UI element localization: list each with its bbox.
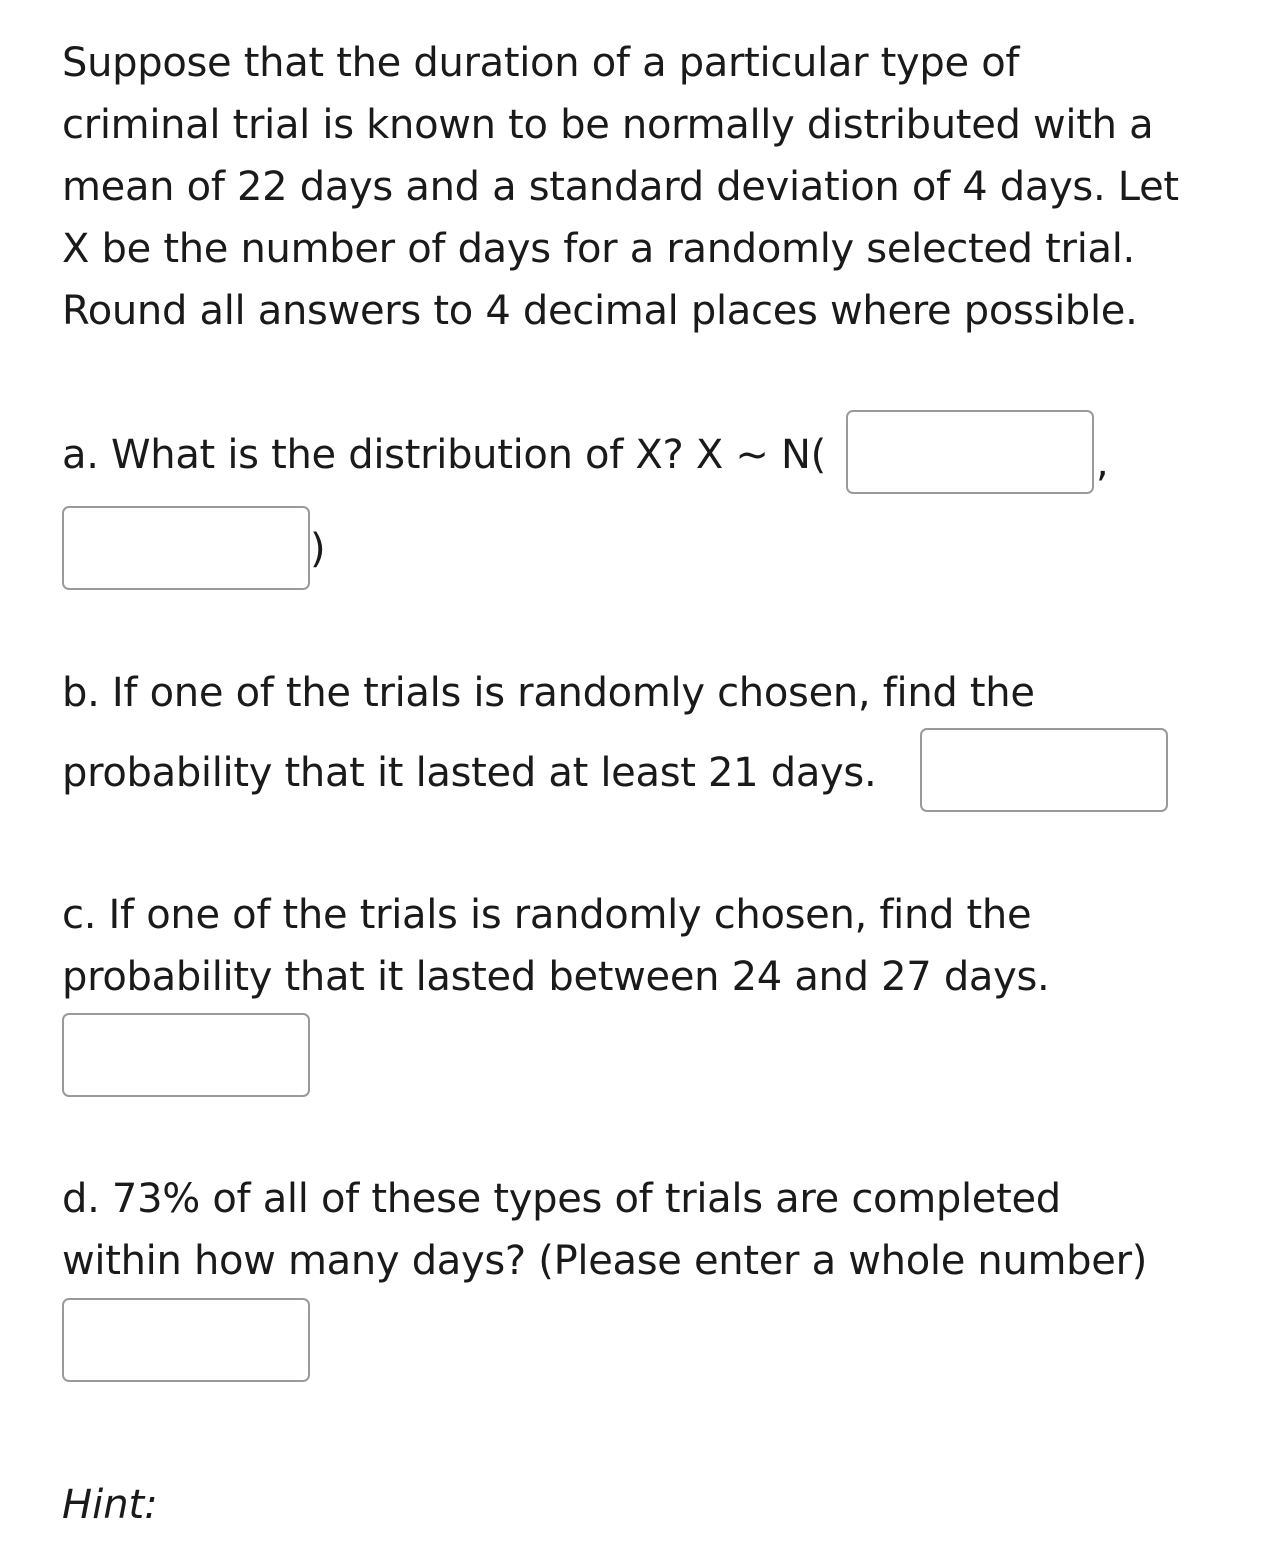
problem-line-4: X be the number of days for a randomly selected trial.: [62, 226, 1135, 272]
problem-line-3: mean of 22 days and a standard deviation of 4 days. Let: [62, 164, 1179, 210]
question-a-text: a. What is the distribution of X? X ~ N(: [62, 432, 826, 478]
question-b-line-2: probability that it lasted at least 21 days.: [62, 750, 877, 796]
hint-label[interactable]: Hint:: [62, 1482, 158, 1528]
question-b-line-1: b. If one of the trials is randomly chosen, find the: [62, 670, 1035, 716]
question-d-line-1: d. 73% of all of these types of trials are completed: [62, 1176, 1061, 1222]
question-a-closing-paren: ): [310, 526, 326, 572]
question-d-answer-input[interactable]: [62, 1298, 310, 1382]
question-a-comma: ,: [1096, 440, 1109, 486]
question-b-answer-input[interactable]: [920, 728, 1168, 812]
problem-line-2: criminal trial is known to be normally distributed with a: [62, 102, 1154, 148]
problem-line-5: Round all answers to 4 decimal places where possible.: [62, 288, 1138, 334]
question-a-mean-input[interactable]: [846, 410, 1094, 494]
question-d-line-2: within how many days? (Please enter a whole number): [62, 1238, 1148, 1284]
problem-statement: [62, 32, 1252, 342]
problem-line-1: Suppose that the duration of a particular type of: [62, 40, 1020, 86]
question-c-line-2: probability that it lasted between 24 and 27 days.: [62, 954, 1050, 1000]
question-a-sd-input[interactable]: [62, 506, 310, 590]
question-c-line-1: c. If one of the trials is randomly chosen, find the: [62, 892, 1032, 938]
question-c-answer-input[interactable]: [62, 1013, 310, 1097]
